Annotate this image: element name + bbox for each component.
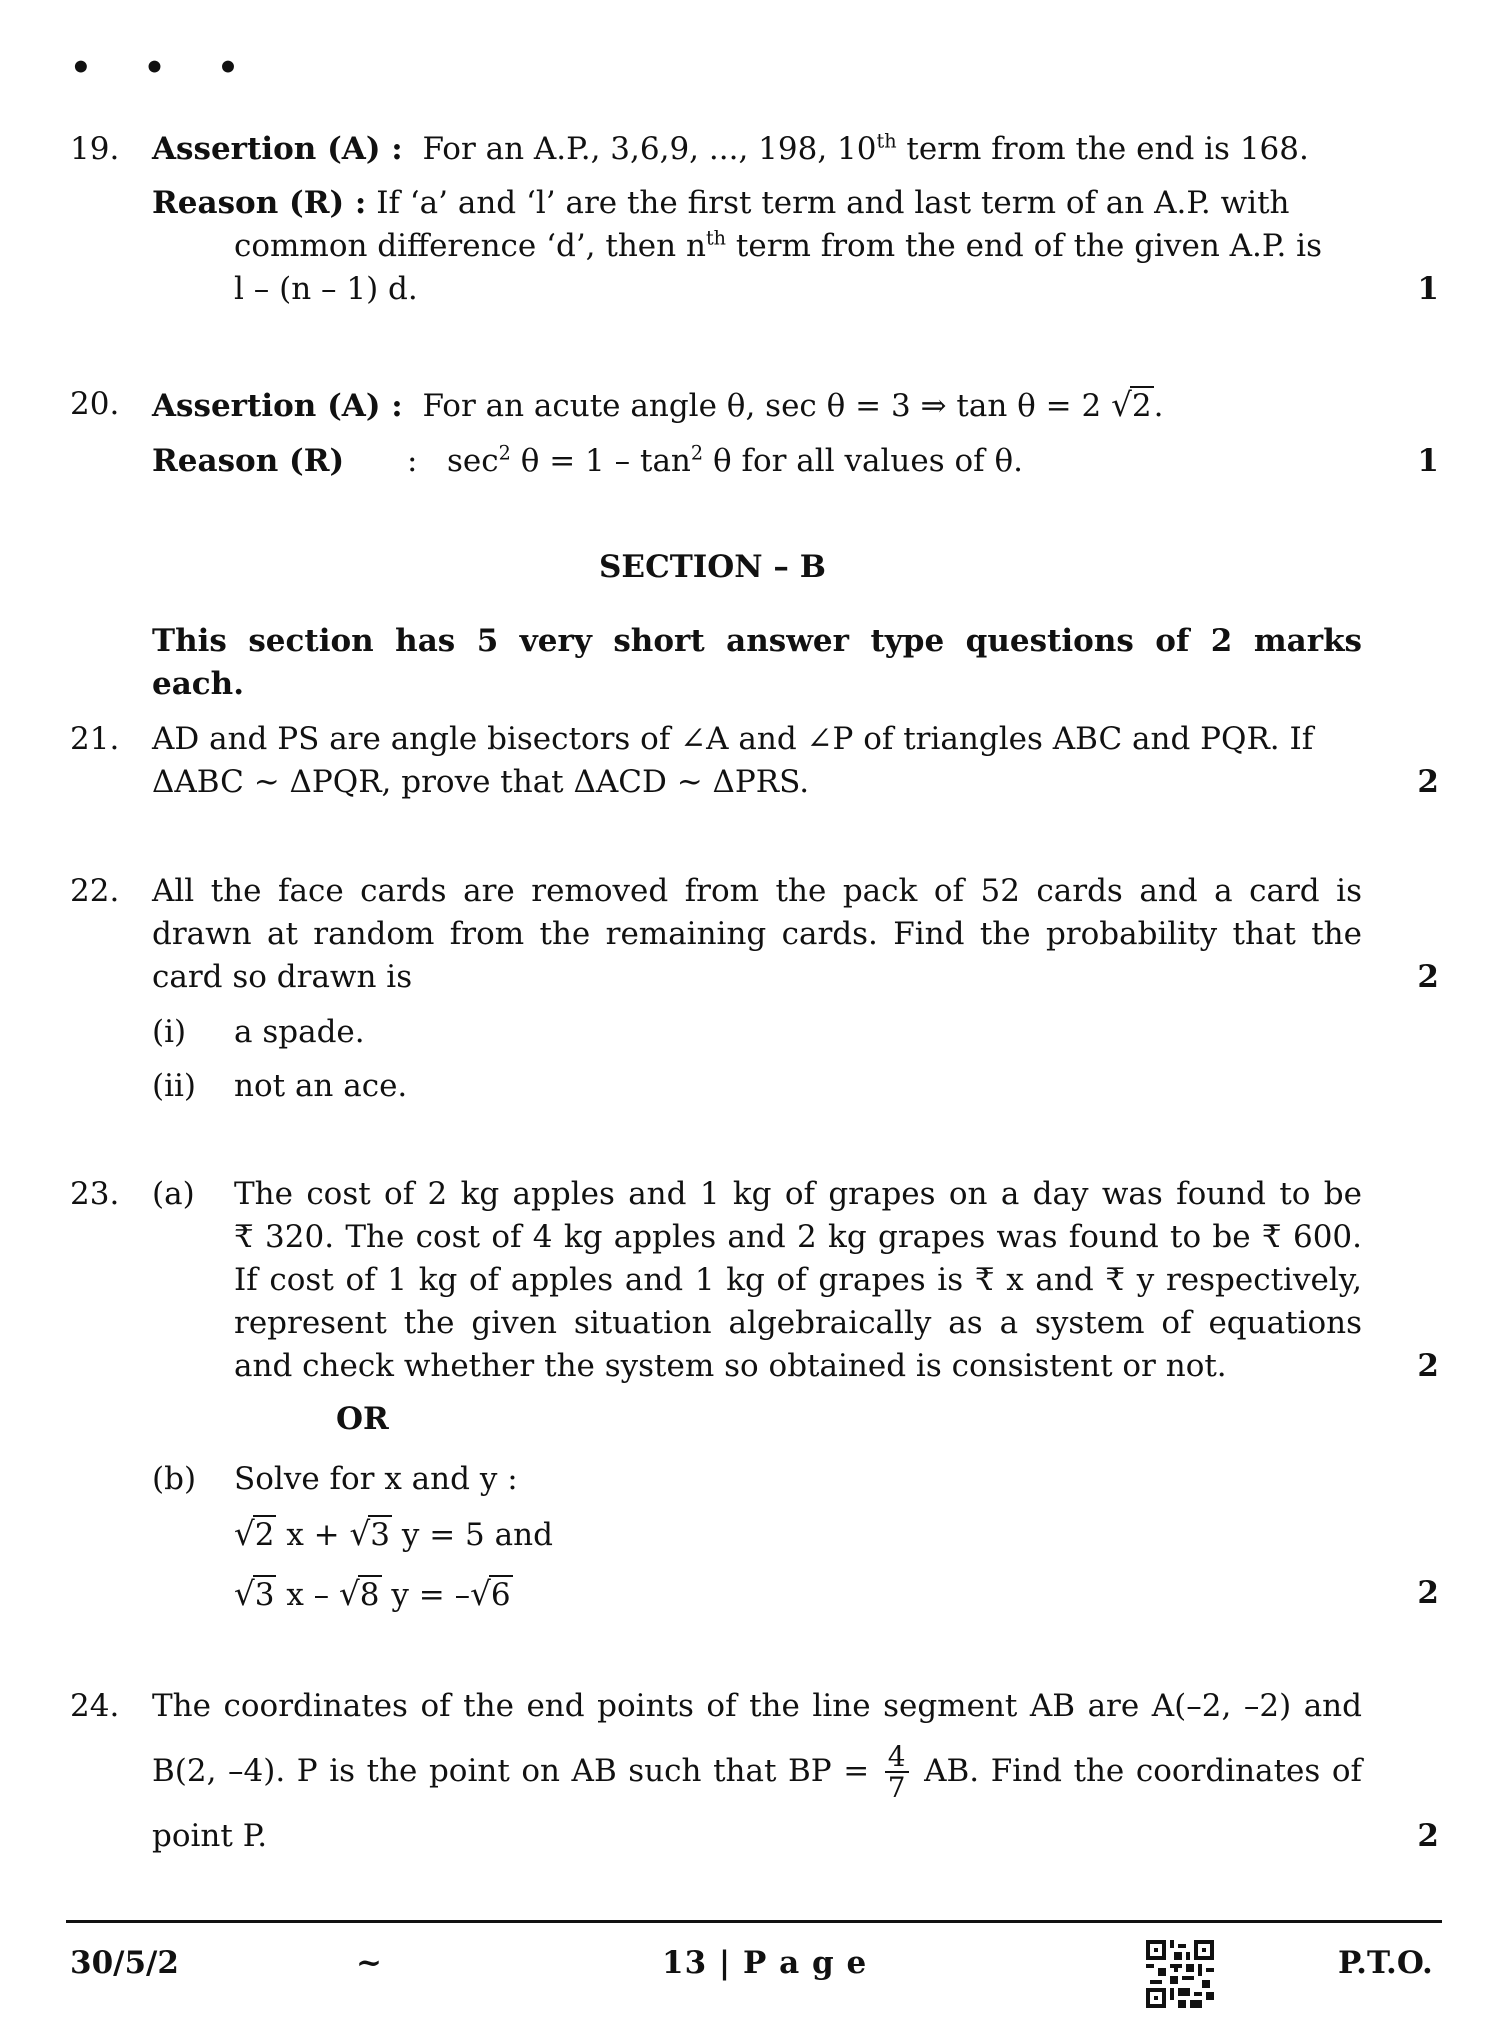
q19-assertion xyxy=(152,128,1362,171)
q20-assertion-end: . xyxy=(1153,388,1164,424)
q20-reason-text-a: sec xyxy=(447,443,499,479)
q19-reason-label: Reason (R) : xyxy=(152,185,367,221)
q24-line2 xyxy=(152,1742,1362,1803)
footer-divider xyxy=(66,1920,1442,1923)
q23-eq2-t2: y = – xyxy=(381,1577,471,1613)
q20-reason-body xyxy=(407,440,1023,483)
q24-line2-post: AB. Find the coordinates of xyxy=(924,1752,1362,1789)
q21-marks: 2 xyxy=(1417,764,1439,800)
header-dots: • • • xyxy=(70,48,259,88)
q23-eq1-t1: x + xyxy=(276,1517,350,1553)
q22-part-i-label: (i) xyxy=(152,1014,187,1050)
q22-line3: card so drawn is xyxy=(152,959,413,995)
q20-reason-text-b: θ = 1 – tan xyxy=(510,443,691,479)
sqrt-symbol: √2 xyxy=(1111,386,1152,424)
q23-b-line1: Solve for x and y : xyxy=(234,1461,518,1497)
question-number-19: 19. xyxy=(70,131,120,167)
q20-reason-sup2: 2 xyxy=(690,441,704,465)
q19-reason-line2-end: term from the end of the given A.P. is xyxy=(726,228,1322,264)
q19-reason xyxy=(152,182,1362,225)
q19-reason-line3: l – (n – 1) d. xyxy=(234,271,418,307)
q23-a-line4: represent the given situation algebraically as a system of equations xyxy=(234,1305,1362,1341)
qr-code-icon xyxy=(1146,1940,1214,2008)
footer-paper-code: 30/5/2 xyxy=(70,1945,179,1981)
q23-a-line2: ₹ 320. The cost of 4 kg apples and 2 kg grapes was found to be ₹ 600. xyxy=(234,1219,1362,1255)
q24-marks: 2 xyxy=(1417,1818,1439,1854)
q22-marks: 2 xyxy=(1417,959,1439,995)
q23-eq2-t1: x – xyxy=(276,1577,340,1613)
q23-a-line3: If cost of 1 kg of apples and 1 kg of grapes is ₹ x and ₹ y respectively, xyxy=(234,1262,1362,1298)
q21-line1: AD and PS are angle bisectors of ∠A and ∠P of triangles ABC and PQR. If xyxy=(152,721,1314,757)
q19-assertion-sup: th xyxy=(876,129,897,153)
q19-reason-line1: If ‘a’ and ‘l’ are the first term and last term of an A.P. with xyxy=(376,185,1290,221)
footer-page-number: 13 | P a g e xyxy=(662,1945,868,1981)
sqrt-symbol: √3 xyxy=(234,1575,275,1613)
q20-marks: 1 xyxy=(1417,443,1439,479)
q23-a-marks: 2 xyxy=(1417,1348,1439,1384)
q22-part-ii xyxy=(152,1065,1362,1108)
q23-a-label: (a) xyxy=(152,1176,195,1212)
q23-eq1 xyxy=(234,1512,553,1557)
sqrt-symbol: √2 xyxy=(234,1515,275,1553)
q23-or: OR xyxy=(336,1401,389,1437)
q24-line2-pre: B(2, –4). P is the point on AB such that BP = xyxy=(152,1752,870,1789)
sqrt-symbol: √6 xyxy=(470,1575,511,1613)
question-number-23: 23. xyxy=(70,1176,120,1212)
q20-assertion-text: For an acute angle θ, sec θ = 3 ⇒ tan θ = 2 xyxy=(422,388,1102,424)
q19-assertion-text-end: term from the end is 168. xyxy=(896,131,1309,167)
q23-eq2 xyxy=(234,1572,513,1617)
q19-assertion-label: Assertion (A) : xyxy=(152,131,403,167)
q20-assertion-label: Assertion (A) : xyxy=(152,388,403,424)
q19-marks: 1 xyxy=(1417,271,1439,307)
q20-reason xyxy=(152,440,1362,483)
q20-reason-sup1: 2 xyxy=(498,441,511,465)
sqrt-symbol: √8 xyxy=(339,1575,380,1613)
footer-tilde: ~ xyxy=(356,1945,382,1981)
q19-assertion-text: For an A.P., 3,6,9, ..., 198, 10 xyxy=(422,131,877,167)
q23-a-line5: and check whether the system so obtained is consistent or not. xyxy=(234,1348,1227,1384)
q22-line1: All the face cards are removed from the pack of 52 cards and a card is xyxy=(152,873,1362,909)
section-b-instruction-line2: each. xyxy=(152,666,245,702)
question-number-24: 24. xyxy=(70,1688,120,1724)
q22-part-ii-label: (ii) xyxy=(152,1068,197,1104)
q22-part-ii-text: not an ace. xyxy=(234,1068,408,1104)
q22-line2: drawn at random from the remaining cards. Find the probability that the xyxy=(152,916,1362,952)
question-number-21: 21. xyxy=(70,721,120,757)
q22-part-i-text: a spade. xyxy=(234,1014,365,1050)
q22-part-i xyxy=(152,1011,1362,1054)
q23-eq1-t2: y = 5 and xyxy=(392,1517,553,1553)
q23-a-line1: The cost of 2 kg apples and 1 kg of grapes on a day was found to be xyxy=(234,1176,1362,1212)
footer-pto: P.T.O. xyxy=(1338,1945,1433,1981)
q20-reason-colon: : xyxy=(407,443,418,479)
q19-reason-line2-wrap xyxy=(152,225,1362,268)
q24-line3: point P. xyxy=(152,1818,268,1854)
q23-b-marks: 2 xyxy=(1417,1575,1439,1611)
q20-assertion xyxy=(152,383,1362,428)
q23-b-label: (b) xyxy=(152,1461,197,1497)
fraction: $\frac{4}{7}$ xyxy=(885,1742,909,1803)
q19-reason-sup: th xyxy=(705,226,727,250)
question-number-22: 22. xyxy=(70,873,120,909)
q24-line1: The coordinates of the end points of the line segment AB are A(–2, –2) and xyxy=(152,1688,1362,1724)
q20-reason-text-c: θ for all values of θ. xyxy=(703,443,1023,479)
q21-line2: ΔABC ~ ΔPQR, prove that ΔACD ~ ΔPRS. xyxy=(152,764,810,800)
sqrt-symbol: √3 xyxy=(349,1515,390,1553)
section-b-instruction-line1: This section has 5 very short answer type questions of 2 marks xyxy=(152,623,1362,659)
question-number-20: 20. xyxy=(70,386,120,422)
section-b-title: SECTION – B xyxy=(599,549,826,585)
q19-reason-line2: common difference ‘d’, then n xyxy=(234,228,706,264)
q20-reason-label: Reason (R) xyxy=(152,443,345,479)
